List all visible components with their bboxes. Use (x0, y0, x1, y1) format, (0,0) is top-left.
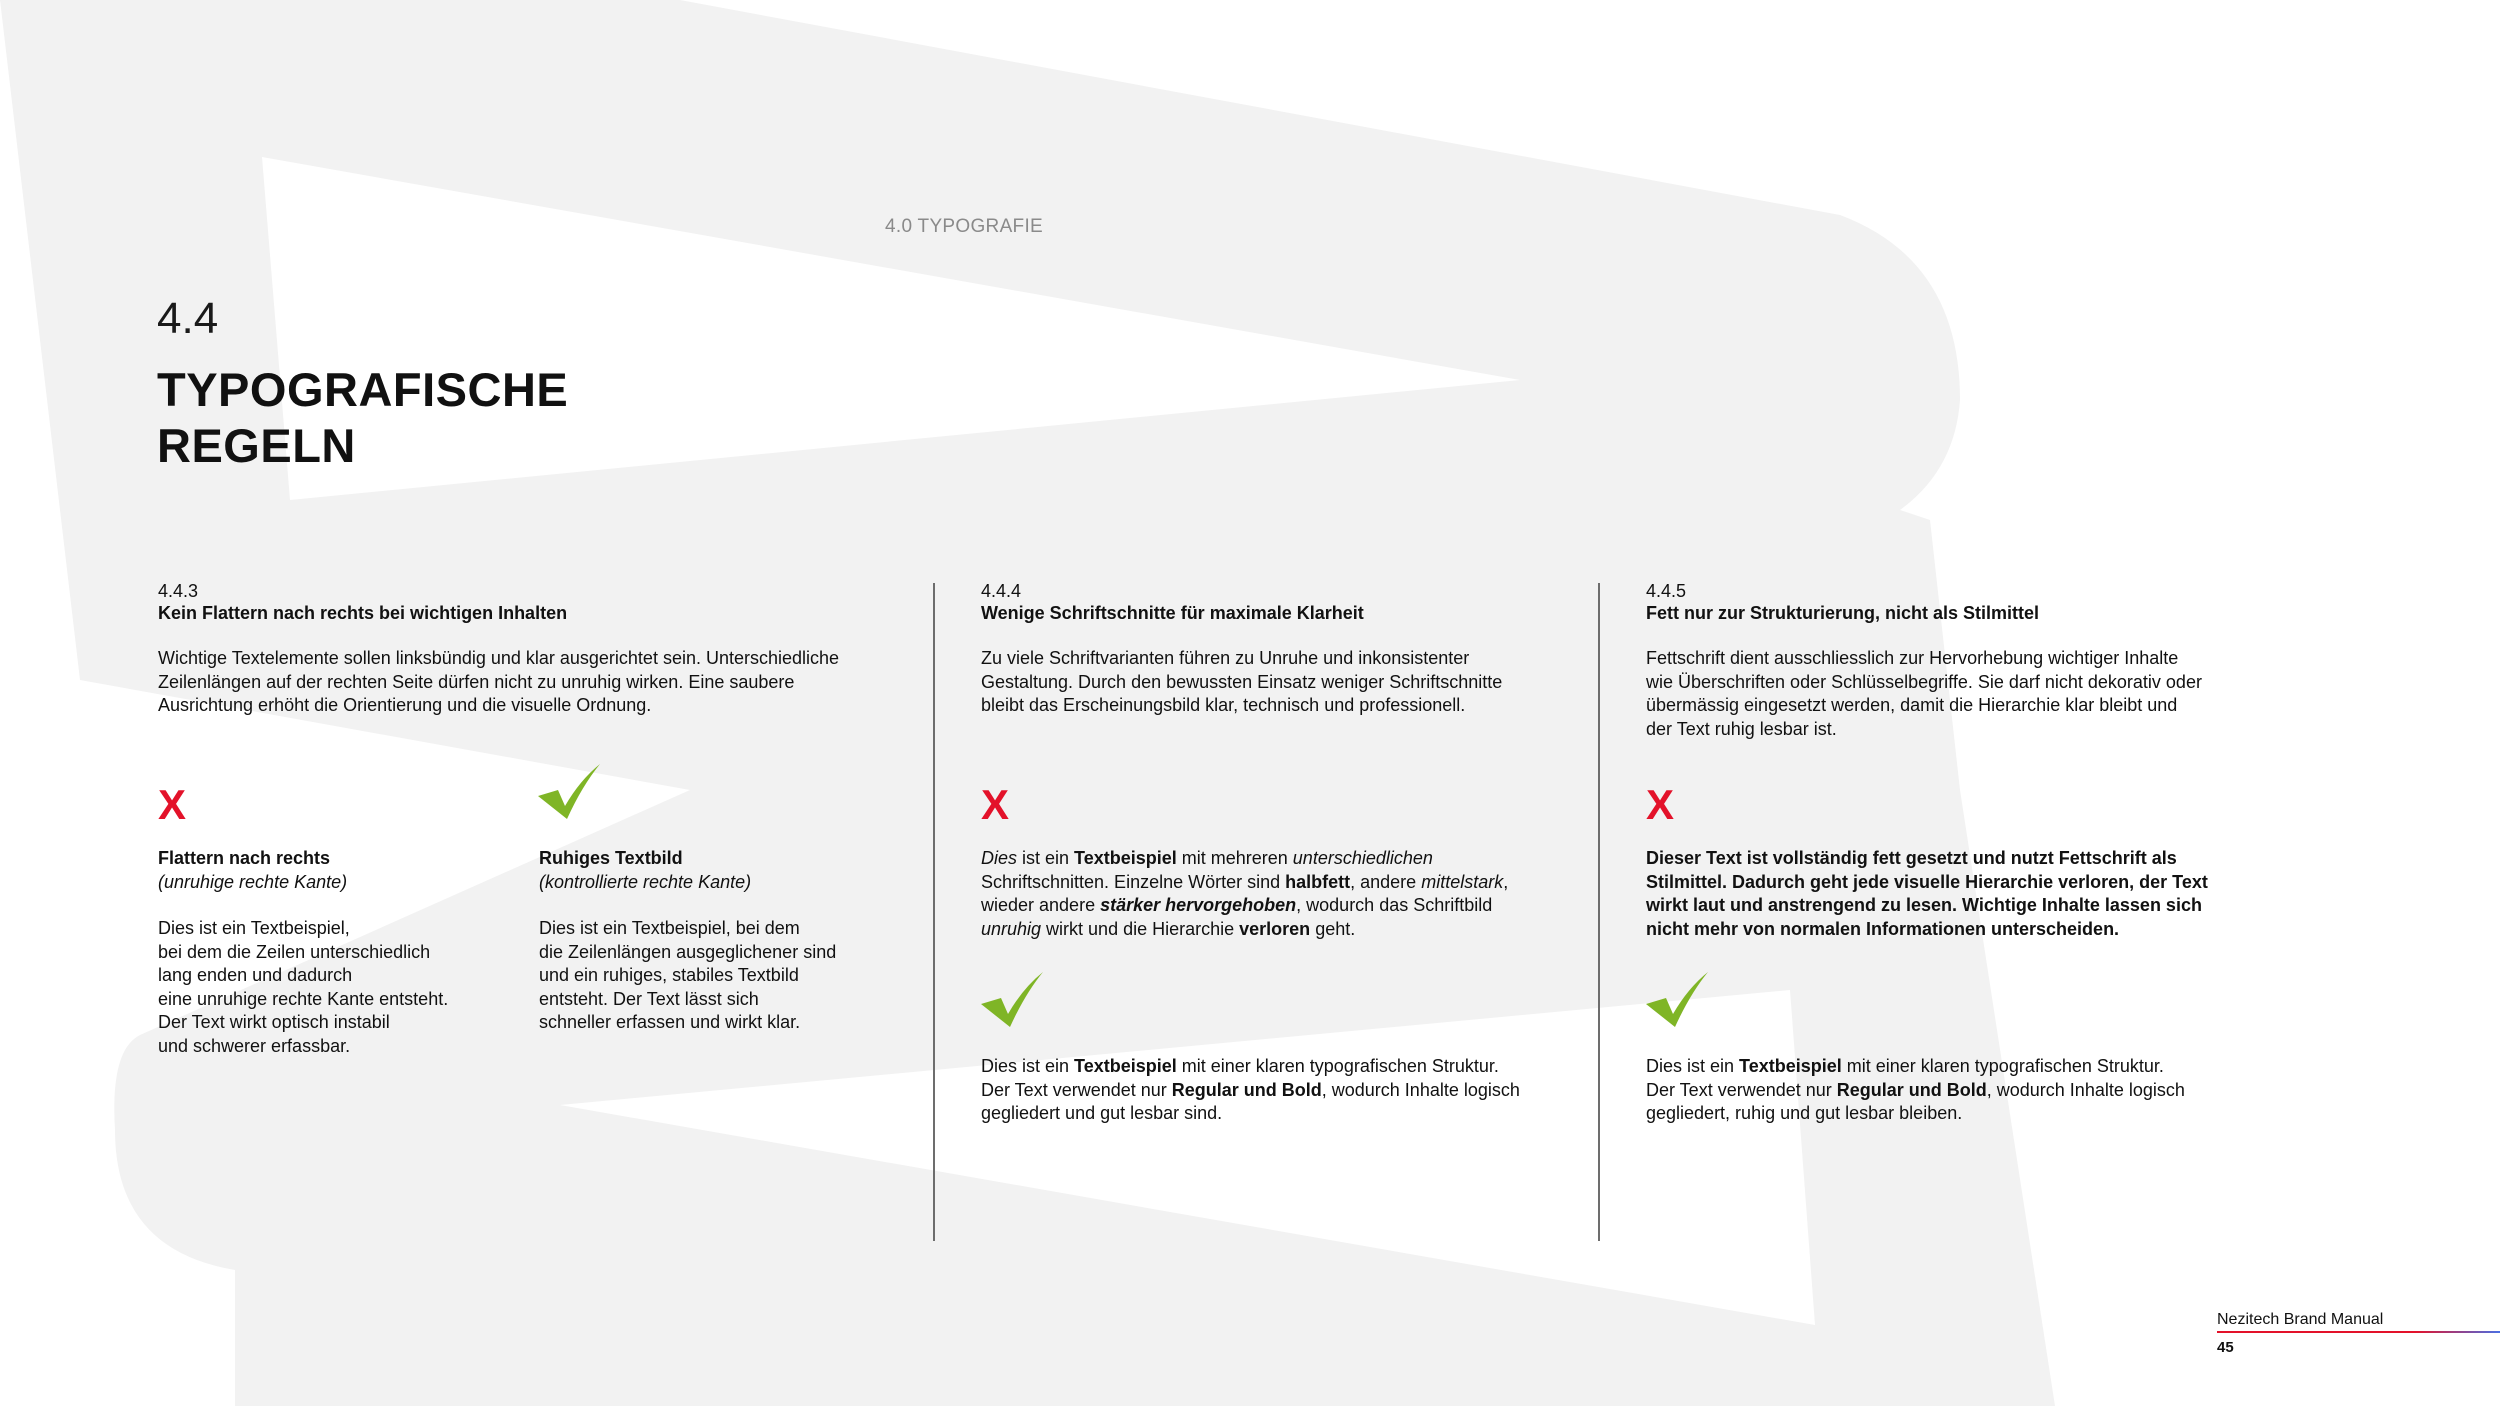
example-line: wirkt laut und anstrengend zu lesen. Wichtige Inhalte lassen sich (1646, 895, 2202, 915)
good-example-title: Ruhiges Textbild (539, 848, 683, 868)
bad-example-note: (unruhige rechte Kante) (158, 871, 348, 892)
bad-example-text (158, 917, 448, 1058)
rule-number: 4.4.5 (1646, 581, 1687, 601)
example-line: die Zeilenlängen ausgeglichener sind (539, 941, 837, 962)
example-line: gegliedert und gut lesbar sind. (981, 1103, 1223, 1123)
example-line: unruhig wirkt und die Hierarchie verloren geht. (981, 918, 1356, 939)
rule-intro (158, 647, 839, 718)
section-label: 4.0 TYPOGRAFIE (885, 216, 1044, 237)
example-line: gegliedert, ruhig und gut lesbar bleiben. (1646, 1103, 1963, 1123)
example-line: Der Text verwendet nur Regular und Bold, wodurch Inhalte logisch (981, 1079, 1520, 1100)
intro-line: bleibt das Erscheinungsbild klar, technisch und professionell. (981, 695, 1466, 715)
example-line: Dies ist ein Textbeispiel, (158, 918, 350, 938)
example-line: Der Text verwendet nur Regular und Bold, wodurch Inhalte logisch (1646, 1079, 2185, 1100)
example-line: entsteht. Der Text lässt sich (539, 988, 759, 1009)
check-mark-icon (981, 972, 1043, 1028)
footer-title: Nezitech Brand Manual (2217, 1311, 2384, 1328)
check-mark-icon (538, 764, 600, 820)
example-line: und ein ruhiges, stabiles Textbild (539, 965, 799, 985)
intro-line: Wichtige Textelemente sollen linksbündig und klar ausgerichtet sein. Unterschiedliche (158, 648, 840, 668)
good-example-text (539, 917, 836, 1035)
rule-intro (1646, 647, 2202, 741)
intro-line: der Text ruhig lesbar ist. (1646, 718, 1837, 739)
example-line: nicht mehr von normalen Informationen unterscheiden. (1646, 918, 2120, 939)
intro-line: Fettschrift dient ausschliesslich zur Hervorhebung wichtiger Inhalte (1646, 648, 2179, 668)
rule-number: 4.4.3 (158, 581, 199, 601)
example-line: eine unruhige rechte Kante entsteht. (158, 988, 449, 1009)
good-example (539, 847, 836, 1035)
rule-heading: Fett nur zur Strukturierung, nicht als Stilmittel (1646, 603, 2040, 623)
intro-line: Zu viele Schriftvarianten führen zu Unruhe und inkonsistenter (981, 648, 1470, 668)
example-line: Dies ist ein Textbeispiel mit einer klaren typografischen Struktur. (1646, 1056, 2164, 1076)
intro-line: Ausrichtung erhöht die Orientierung und die visuelle Ordnung. (158, 695, 652, 715)
good-example-text (1646, 1055, 2185, 1126)
page-number: 45 (2217, 1339, 2234, 1356)
column-divider-1 (933, 583, 935, 1241)
example-line: Dies ist ein Textbeispiel mit mehreren unterschiedlichen (981, 848, 1433, 868)
bad-example-title: Flattern nach rechts (158, 848, 331, 868)
good-example-text (981, 1055, 1520, 1126)
check-mark-icon (1646, 972, 1708, 1028)
example-line: und schwerer erfassbar. (158, 1035, 351, 1056)
example-line: lang enden und dadurch (158, 965, 353, 985)
example-line: Dies ist ein Textbeispiel mit einer klaren typografischen Struktur. (981, 1056, 1499, 1076)
rule-heading: Kein Flattern nach rechts bei wichtigen Inhalten (158, 603, 568, 623)
rule-intro (981, 647, 1502, 718)
example-line: Dieser Text ist vollständig fett gesetzt und nutzt Fettschrift als (1646, 848, 2177, 868)
chapter-number: 4.4 (157, 294, 219, 343)
rule-heading: Wenige Schriftschnitte für maximale Klarheit (981, 603, 1364, 623)
bad-example-text (981, 847, 1508, 941)
chapter-title-line-2: REGELN (157, 419, 356, 472)
x-mark-icon: X (158, 781, 187, 828)
x-mark-icon: X (1646, 781, 1675, 828)
example-line: Schriftschnitten. Einzelne Wörter sind halbfett, andere mittelstark, (981, 871, 1509, 892)
example-line: wieder andere stärker hervorgehoben, wodurch das Schriftbild (981, 895, 1493, 915)
good-example-note: (kontrollierte rechte Kante) (539, 871, 752, 892)
chapter-title (157, 362, 568, 474)
example-line: Stilmittel. Dadurch geht jede visuelle Hierarchie verloren, der Text (1646, 871, 2208, 892)
intro-line: Gestaltung. Durch den bewussten Einsatz weniger Schriftschnitte (981, 671, 1503, 692)
footer-rule (2217, 1331, 2500, 1333)
rule-number: 4.4.4 (981, 581, 1022, 601)
intro-line: wie Überschriften oder Schlüsselbegriffe. Sie darf nicht dekorativ oder (1646, 671, 2202, 692)
example-line: schneller erfassen und wirkt klar. (539, 1012, 801, 1032)
intro-line: Zeilenlängen auf der rechten Seite dürfen nicht zu unruhig wirken. Eine saubere (158, 671, 795, 692)
bad-example-text (1646, 847, 2208, 941)
intro-line: übermässig eingesetzt werden, damit die Hierarchie klar bleibt und (1646, 695, 2178, 715)
column-divider-2 (1598, 583, 1600, 1241)
example-line: Dies ist ein Textbeispiel, bei dem (539, 918, 800, 938)
chapter-title-line-1: TYPOGRAFISCHE (157, 363, 569, 416)
bad-example (158, 847, 448, 1058)
example-line: Der Text wirkt optisch instabil (158, 1012, 390, 1032)
example-line: bei dem die Zeilen unterschiedlich (158, 941, 431, 962)
x-mark-icon: X (981, 781, 1010, 828)
